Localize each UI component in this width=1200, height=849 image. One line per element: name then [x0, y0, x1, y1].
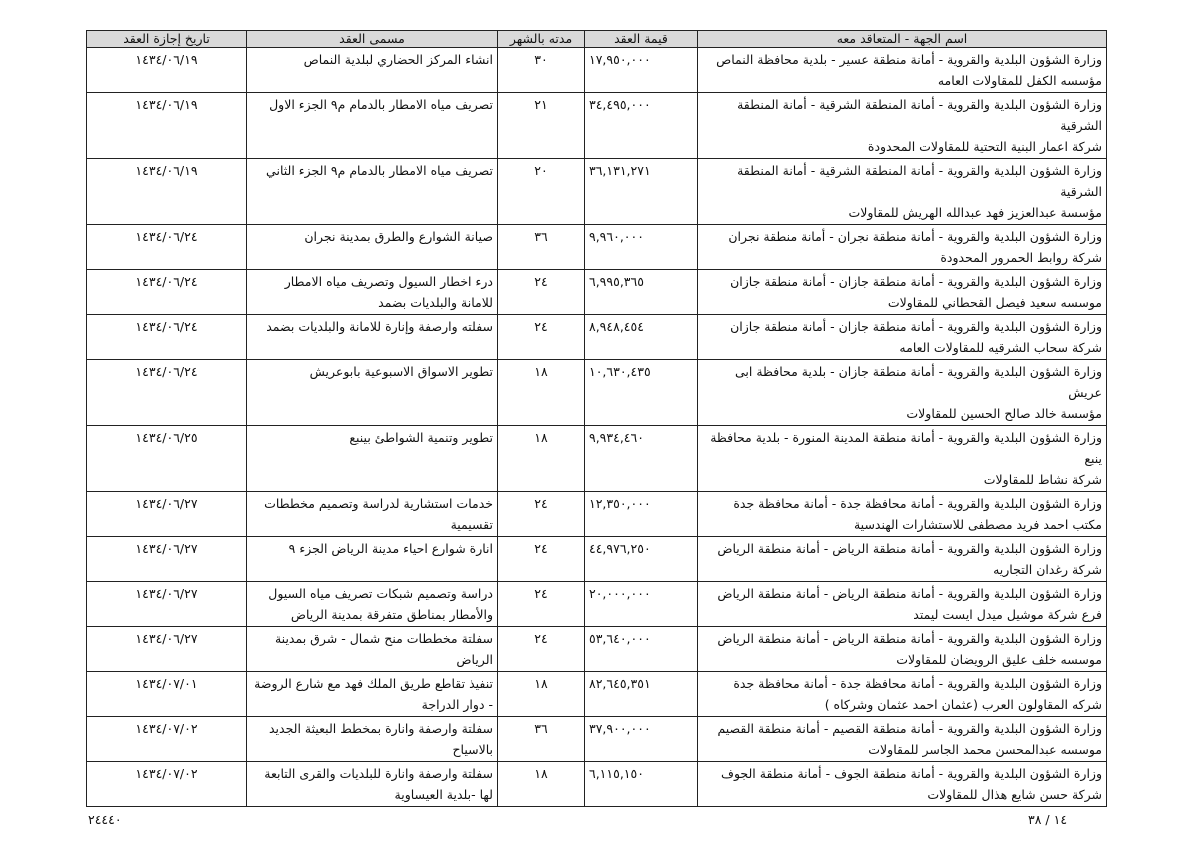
cell-title: تصريف مياه الامطار بالدمام م٩ الجزء الاول: [247, 93, 498, 159]
cell-title: تطوير وتنمية الشواطئ بينبع: [247, 426, 498, 492]
party-authority: وزارة الشؤون البلدية والقروية - أمانة منطقة الرياض - أمانة منطقة الرياض: [717, 541, 1102, 556]
table-row: [87, 315, 1107, 360]
cell-title: تصريف مياه الامطار بالدمام م٩ الجزء الثاني: [247, 159, 498, 225]
contracts-sheet: [86, 30, 1106, 807]
cell-title: تنفيذ تقاطع طريق الملك فهد مع شارع الروضة - دوار الدراجة: [247, 672, 498, 717]
table-row: [87, 360, 1107, 426]
cell-duration: ١٨: [498, 762, 585, 807]
party-contractor: شركة سحاب الشرقيه للمقاولات العامه: [899, 340, 1102, 355]
table-row: [87, 717, 1107, 762]
header-value: قيمة العقد: [585, 31, 698, 48]
cell-duration: ٢٤: [498, 627, 585, 672]
party-contractor: موسسه خلف عليق الرويضان للمقاولات: [896, 652, 1102, 667]
cell-party: [698, 426, 1107, 492]
cell-duration: ٢٠: [498, 159, 585, 225]
table-row: [87, 48, 1107, 93]
party-contractor: شركة رغدان التجاريه: [993, 562, 1102, 577]
party-contractor: شركة نشاط للمقاولات: [983, 472, 1102, 487]
cell-duration: ٢٤: [498, 315, 585, 360]
party-authority: وزارة الشؤون البلدية والقروية - أمانة منطقة القصيم - أمانة منطقة القصيم: [717, 721, 1102, 736]
header-date: تاريخ إجازة العقد: [87, 31, 247, 48]
cell-duration: ٢١: [498, 93, 585, 159]
cell-value: ٩,٩٣٤,٤٦٠: [585, 426, 698, 492]
party-authority: وزارة الشؤون البلدية والقروية - أمانة منطقة جازان - أمانة منطقة جازان: [730, 319, 1102, 334]
cell-value: ٨,٩٤٨,٤٥٤: [585, 315, 698, 360]
party-contractor: فرع شركة موشيل ميدل ايست ليمتد: [913, 607, 1102, 622]
cell-title: صيانة الشوارع والطرق بمدينة نجران: [247, 225, 498, 270]
cell-value: ٦,١١٥,١٥٠: [585, 762, 698, 807]
cell-party: [698, 270, 1107, 315]
party-authority: وزارة الشؤون البلدية والقروية - أمانة منطقة الجوف - أمانة منطقة الجوف: [721, 766, 1102, 781]
table-row: [87, 627, 1107, 672]
header-party: اسم الجهة - المتعاقد معه: [698, 31, 1107, 48]
party-authority: وزارة الشؤون البلدية والقروية - أمانة منطقة الرياض - أمانة منطقة الرياض: [717, 631, 1102, 646]
cell-duration: ١٨: [498, 426, 585, 492]
table-row: [87, 492, 1107, 537]
cell-title: دراسة وتصميم شبكات تصريف مياه السيول والأمطار بمناطق متفرقة بمدينة الرياض: [247, 582, 498, 627]
cell-value: ٣٤,٤٩٥,٠٠٠: [585, 93, 698, 159]
party-authority: وزارة الشؤون البلدية والقروية - أمانة المنطقة الشرقية - أمانة المنطقة الشرقية: [737, 163, 1102, 199]
cell-title: انشاء المركز الحضاري لبلدية النماص: [247, 48, 498, 93]
party-authority: وزارة الشؤون البلدية والقروية - أمانة منطقة الرياض - أمانة منطقة الرياض: [717, 586, 1102, 601]
table-body: [87, 48, 1107, 807]
party-authority: وزارة الشؤون البلدية والقروية - أمانة منطقة نجران - أمانة منطقة نجران: [728, 229, 1102, 244]
cell-date: ١٤٣٤/٠٦/١٩: [87, 48, 247, 93]
party-authority: وزارة الشؤون البلدية والقروية - أمانة المنطقة الشرقية - أمانة المنطقة الشرقية: [737, 97, 1102, 133]
cell-title: تطوير الاسواق الاسبوعية بابوعريش: [247, 360, 498, 426]
cell-value: ٣٦,١٣١,٢٧١: [585, 159, 698, 225]
table-row: [87, 93, 1107, 159]
cell-date: ١٤٣٤/٠٦/٢٥: [87, 426, 247, 492]
document-number: ٢٤٤٤٠: [88, 812, 122, 827]
cell-party: [698, 717, 1107, 762]
cell-title: سفلته وارصفة وإنارة للامانة والبلديات بضمد: [247, 315, 498, 360]
cell-duration: ٢٤: [498, 582, 585, 627]
party-authority: وزارة الشؤون البلدية والقروية - أمانة محافظة جدة - أمانة محافظة جدة: [733, 676, 1102, 691]
cell-value: ١٠,٦٣٠,٤٣٥: [585, 360, 698, 426]
cell-duration: ١٨: [498, 672, 585, 717]
cell-party: [698, 315, 1107, 360]
cell-duration: ٢٤: [498, 537, 585, 582]
cell-value: ٥٣,٦٤٠,٠٠٠: [585, 627, 698, 672]
party-contractor: شركة حسن شايع هذال للمقاولات: [927, 787, 1102, 802]
cell-party: [698, 225, 1107, 270]
cell-party: [698, 159, 1107, 225]
cell-duration: ١٨: [498, 360, 585, 426]
cell-date: ١٤٣٤/٠٦/٢٤: [87, 225, 247, 270]
cell-date: ١٤٣٤/٠٧/٠٢: [87, 762, 247, 807]
cell-party: [698, 537, 1107, 582]
cell-title: درء اخطار السيول وتصريف مياه الامطار للامانة والبلديات بضمد: [247, 270, 498, 315]
cell-value: ٢٠,٠٠٠,٠٠٠: [585, 582, 698, 627]
cell-title: انارة شوارع احياء مدينة الرياض الجزء ٩: [247, 537, 498, 582]
cell-date: ١٤٣٤/٠٦/١٩: [87, 159, 247, 225]
cell-duration: ٣٠: [498, 48, 585, 93]
cell-party: [698, 627, 1107, 672]
table-row: [87, 270, 1107, 315]
cell-duration: ٢٤: [498, 270, 585, 315]
cell-date: ١٤٣٤/٠٦/٢٤: [87, 270, 247, 315]
cell-duration: ٢٤: [498, 492, 585, 537]
party-contractor: موسسه سعيد فيصل القحطاني للمقاولات: [887, 295, 1102, 310]
table-row: [87, 762, 1107, 807]
cell-party: [698, 582, 1107, 627]
cell-date: ١٤٣٤/٠٦/٢٧: [87, 537, 247, 582]
party-contractor: شركه المقاولون العرب (عثمان احمد عثمان وشركاه ): [824, 697, 1102, 712]
party-contractor: شركة روابط الحمرور المحدودة: [940, 250, 1102, 265]
cell-party: [698, 48, 1107, 93]
header-title: مسمى العقد: [247, 31, 498, 48]
cell-date: ١٤٣٤/٠٦/٢٤: [87, 360, 247, 426]
party-authority: وزارة الشؤون البلدية والقروية - أمانة محافظة جدة - أمانة محافظة جدة: [733, 496, 1102, 511]
cell-title: سفلتة وارصفة وانارة بمخطط البعيثة الجديد بالاسياح: [247, 717, 498, 762]
party-authority: وزارة الشؤون البلدية والقروية - أمانة منطقة عسير - بلدية محافظة النماص: [716, 52, 1102, 67]
cell-party: [698, 762, 1107, 807]
party-contractor: مؤسسه الكفل للمقاولات العامه: [937, 73, 1102, 88]
header-row: [87, 31, 1107, 48]
party-contractor: مؤسسة خالد صالح الحسين للمقاولات: [906, 406, 1102, 421]
cell-value: ٤٤,٩٧٦,٢٥٠: [585, 537, 698, 582]
cell-duration: ٣٦: [498, 225, 585, 270]
cell-date: ١٤٣٤/٠٦/٢٧: [87, 492, 247, 537]
cell-title: سفلتة مخططات منح شمال - شرق بمدينة الرياض: [247, 627, 498, 672]
table-row: [87, 582, 1107, 627]
cell-date: ١٤٣٤/٠٧/٠٢: [87, 717, 247, 762]
table-row: [87, 426, 1107, 492]
cell-title: سفلتة وارصفة وانارة للبلديات والقرى التابعة لها -بلدية العيساوية: [247, 762, 498, 807]
cell-date: ١٤٣٤/٠٧/٠١: [87, 672, 247, 717]
cell-date: ١٤٣٤/٠٦/١٩: [87, 93, 247, 159]
table-row: [87, 672, 1107, 717]
party-authority: وزارة الشؤون البلدية والقروية - أمانة منطقة المدينة المنورة - بلدية محافظة ينبع: [710, 430, 1102, 466]
cell-party: [698, 360, 1107, 426]
party-contractor: شركة اعمار البنية التحتية للمقاولات المحدودة: [867, 139, 1102, 154]
cell-value: ٩,٩٦٠,٠٠٠: [585, 225, 698, 270]
cell-date: ١٤٣٤/٠٦/٢٧: [87, 627, 247, 672]
party-authority: وزارة الشؤون البلدية والقروية - أمانة منطقة جازان - أمانة منطقة جازان: [730, 274, 1102, 289]
cell-party: [698, 93, 1107, 159]
party-authority: وزارة الشؤون البلدية والقروية - أمانة منطقة جازان - بلدية محافظة ابى عريش: [734, 364, 1102, 400]
header-duration: مدته بالشهر: [498, 31, 585, 48]
cell-party: [698, 672, 1107, 717]
page-number: ١٤ / ٣٨: [1028, 812, 1068, 827]
party-contractor: موسسه عبدالمحسن محمد الجاسر للمقاولات: [868, 742, 1102, 757]
cell-value: ٦,٩٩٥,٣٦٥: [585, 270, 698, 315]
cell-value: ٨٢,٦٤٥,٣٥١: [585, 672, 698, 717]
cell-party: [698, 492, 1107, 537]
cell-value: ١٢,٣٥٠,٠٠٠: [585, 492, 698, 537]
cell-date: ١٤٣٤/٠٦/٢٧: [87, 582, 247, 627]
party-contractor: مكتب احمد فريد مصطفى للاستشارات الهندسية: [853, 517, 1102, 532]
contracts-table: [86, 30, 1107, 807]
table-row: [87, 159, 1107, 225]
table-row: [87, 225, 1107, 270]
party-contractor: مؤسسة عبدالعزيز فهد عبدالله الهريش للمقاولات: [848, 205, 1102, 220]
cell-value: ١٧,٩٥٠,٠٠٠: [585, 48, 698, 93]
cell-duration: ٣٦: [498, 717, 585, 762]
cell-value: ٣٧,٩٠٠,٠٠٠: [585, 717, 698, 762]
cell-date: ١٤٣٤/٠٦/٢٤: [87, 315, 247, 360]
table-row: [87, 537, 1107, 582]
cell-title: خدمات استشارية لدراسة وتصميم مخططات تقسيمية: [247, 492, 498, 537]
